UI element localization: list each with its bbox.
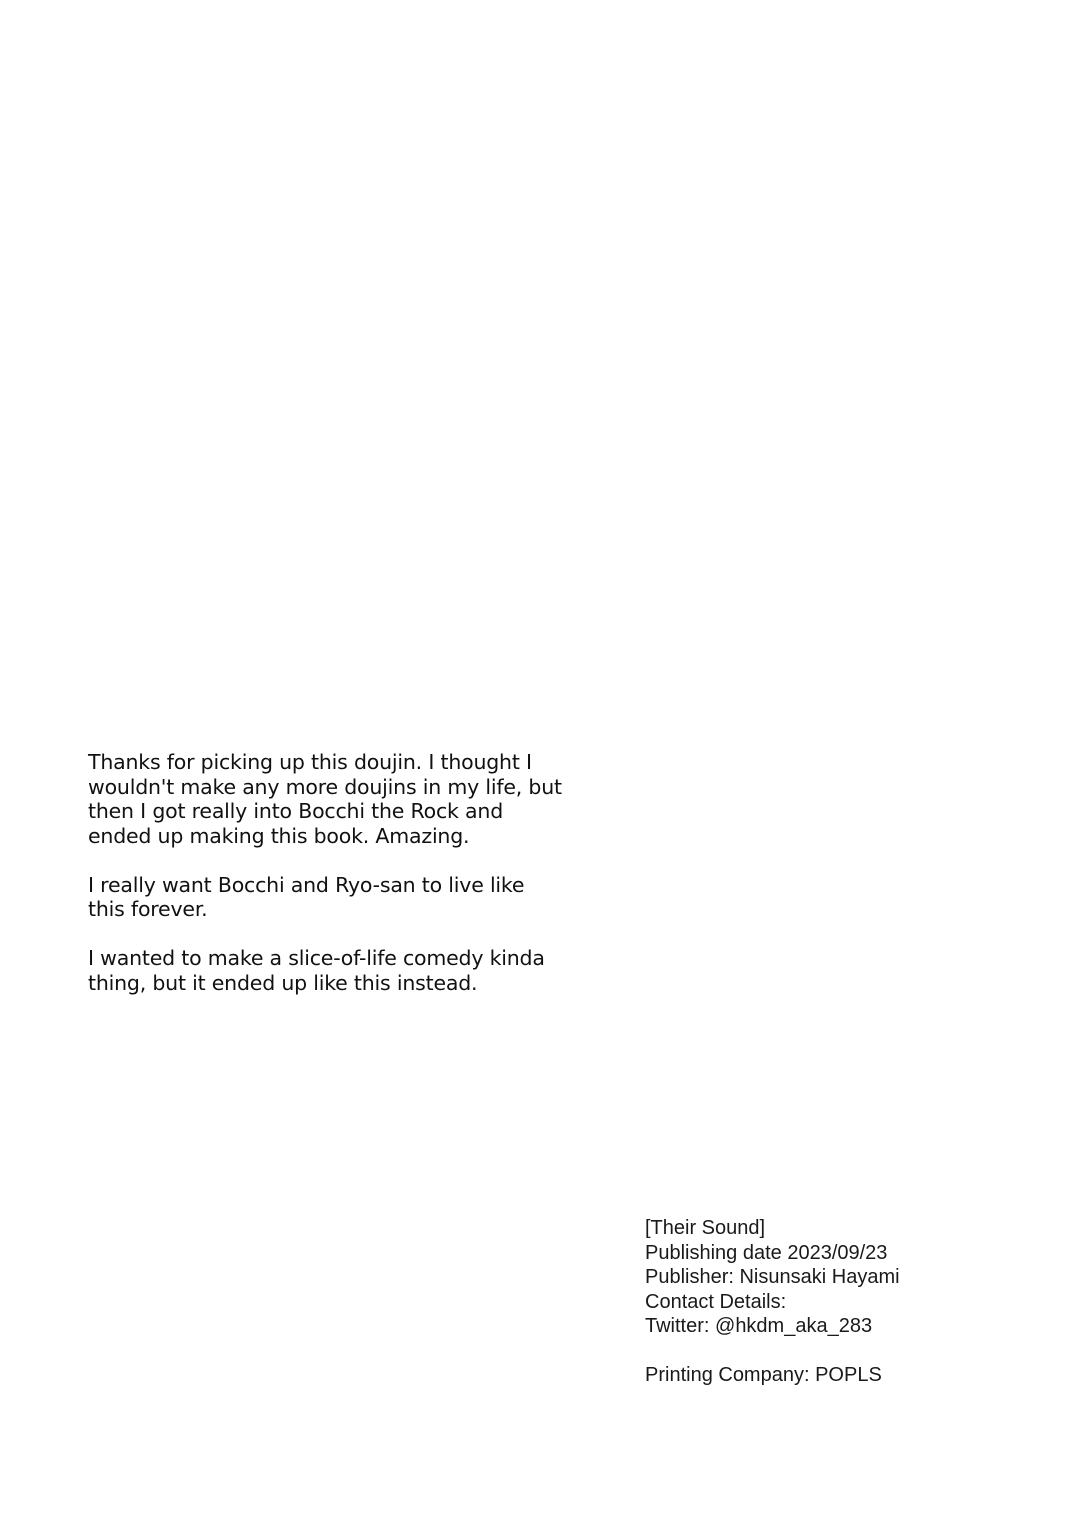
- twitter-handle: Twitter: @hkdm_aka_283: [645, 1315, 873, 1337]
- publishing-date: Publishing date 2023/09/23: [645, 1241, 888, 1264]
- afterword-text-block: [88, 750, 628, 1020]
- book-title: [Their Sound]: [645, 1217, 766, 1239]
- contact-details-label: Contact Details:: [645, 1290, 787, 1313]
- printing-company: Printing Company: POPLS: [645, 1364, 882, 1386]
- afterword-paragraph-1: Thanks for picking up this doujin. I thought I wouldn't make any more doujins in my life, but then I got really into Bocchi the Rock and ended up making this book. Amazing.: [88, 750, 562, 848]
- publisher: Publisher: Nisunsaki Hayami: [645, 1266, 900, 1288]
- afterword-paragraph-3: I wanted to make a slice-of-life comedy kinda thing, but it ended up like this instead.: [88, 946, 545, 995]
- colophon-spacer: [645, 1339, 1045, 1364]
- colophon: [645, 1216, 1045, 1388]
- afterword-paragraph-2: I really want Bocchi and Ryo-san to live like this forever.: [88, 872, 525, 921]
